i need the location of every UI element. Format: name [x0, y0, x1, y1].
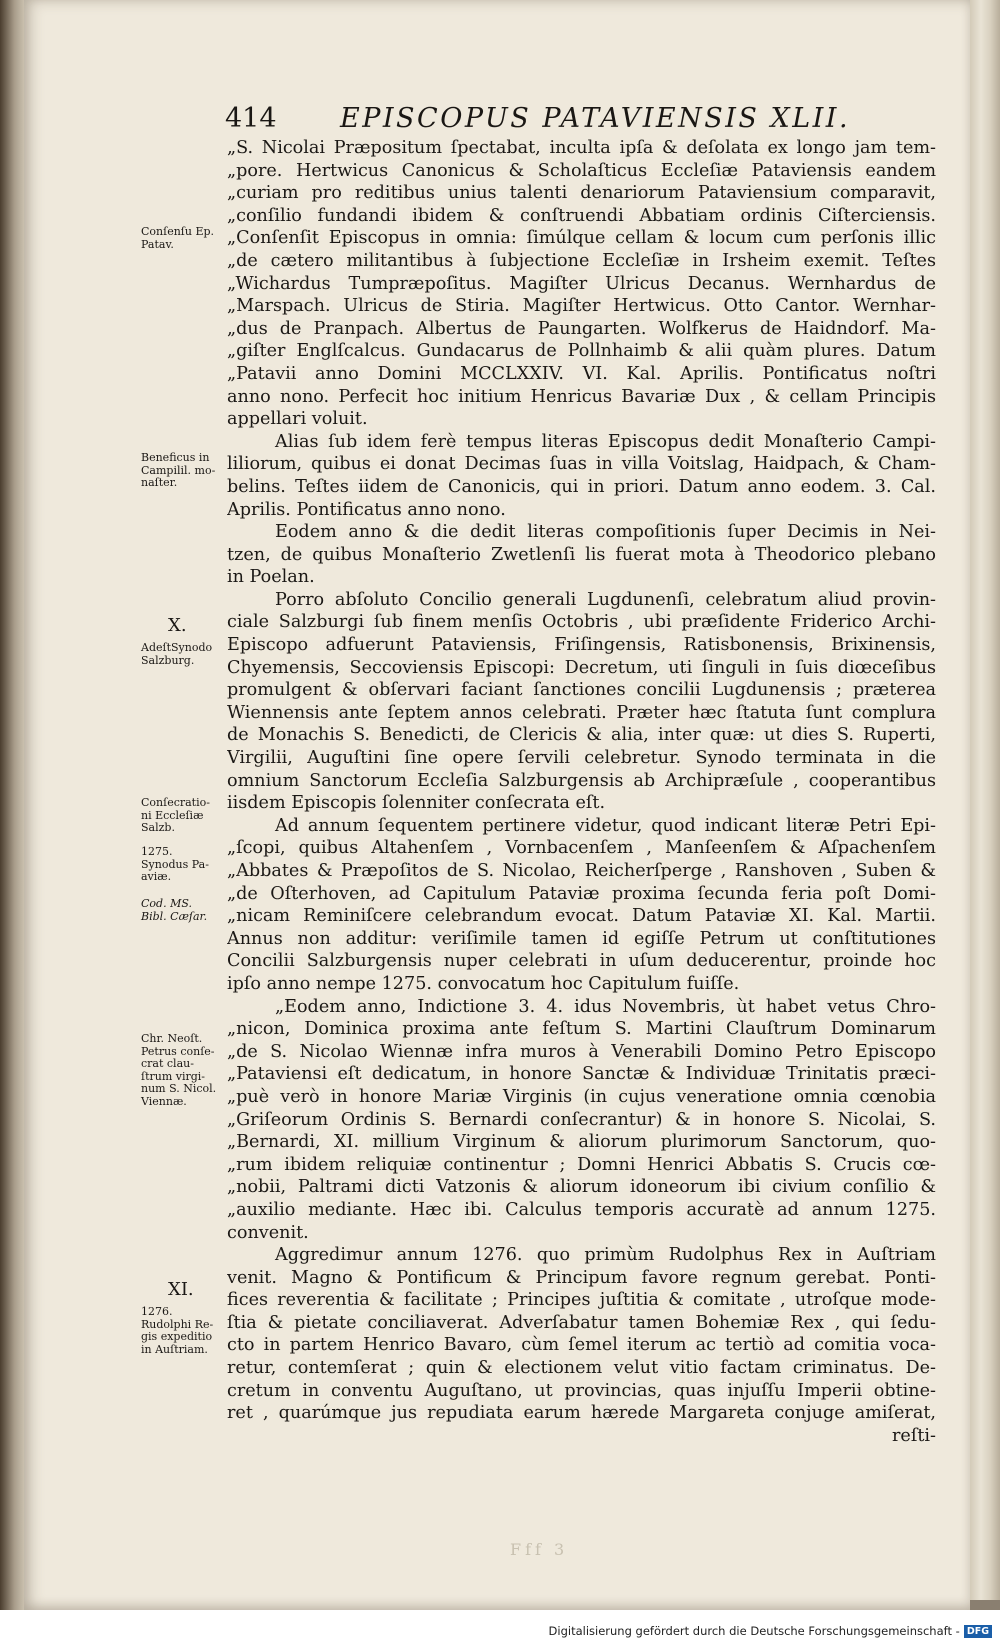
text-line: „de S. Nicolao Wiennæ infra muros à Venerabili Domino Petro Episcopo — [227, 1041, 936, 1062]
text-line: promulgent & obſervari faciant ſanctiones concilii Lugdunensis ; præterea — [227, 680, 936, 701]
text-line: „Conſenſit Episcopus in omnia: ſimúlque cellam & locum cum perſonis illic — [227, 228, 936, 249]
page-header — [225, 103, 925, 133]
text-line: Aprilis. Pontificatus anno nono. — [227, 499, 506, 520]
text-line: „nicam Reminiſcere celebrandum evocat. Datum Pataviæ XI. Kal. Martii. — [227, 906, 936, 927]
text-line: omnium Sanctorum Eccleſia Salzburgensis ab Archipræſule , cooperantibus — [227, 770, 936, 791]
text-line: ſtia & pietate conciliaverat. Adverſabatur tamen Bohemiæ Rex , qui ſedu- — [227, 1312, 936, 1333]
text-line: Episcopo adfuerunt Pataviensis, Friſingensis, Ratisbonensis, Brixinensis, — [227, 635, 936, 656]
text-line: Aggredimur annum 1276. quo primùm Rudolphus Rex in Auſtriam — [275, 1245, 936, 1266]
text-line: Concilii Salzburgensis nuper celebrati in uſum deducerentur, proinde hoc — [227, 951, 936, 972]
page-number: 414 — [225, 103, 277, 134]
text-line: „nobii, Paltrami dicti Vatzonis & aliorum idoneorum ibi civium conſilio & — [227, 1177, 936, 1198]
margin-note: 1276. Rudolphi Re- gis expeditio in Auſtriam. — [141, 1305, 214, 1356]
text-line: de Monachis S. Benedicti, de Clericis & alia, inter quæ: ut dies S. Ruperti, — [227, 725, 936, 746]
text-line: „puè verò in honore Mariæ Virginis (in cujus veneratione omnia cœnobia — [227, 1086, 936, 1107]
text-line: „auxilio mediante. Hæc ibi. Calculus temporis accuratè ad annum 1275. — [227, 1199, 936, 1220]
text-line: venit. Magno & Pontificum & Principum favore regnum gerebat. Ponti- — [227, 1267, 936, 1288]
margin-note: Conſecratio- ni Eccleſiæ Salzb. — [141, 796, 210, 834]
text-line: „Pataviensi eſt dedicatum, in honore Sanctæ & Individuæ Trinitatis præci- — [227, 1064, 936, 1085]
footer-text: Digitalisierung gefördert durch die Deutsche Forschungsgemeinschaft - — [548, 1624, 960, 1638]
footer-credit — [549, 1624, 992, 1638]
text-line: cto in partem Henrico Bavaro, cùm ſemel iterum ac tertiò ad comitia voca- — [227, 1335, 936, 1356]
text-line: Porro abſoluto Concilio generali Lugdunenſi, celebratum aliud provin- — [275, 589, 936, 610]
margin-note: Chr. Neoſt. Petrus conſe- crat clau- ſtrum virgi- num S. Nicol. Viennæ. — [141, 1032, 217, 1108]
margin-note: Conſenſu Ep. Patav. — [141, 225, 215, 251]
text-line: Alias ſub idem ferè tempus literas Episcopus dedit Monaſterio Campi- — [275, 431, 936, 452]
text-line: belins. Teſtes iidem de Canonicis, qui in priori. Datum anno eodem. 3. Cal. — [227, 476, 936, 497]
section-number: X. — [168, 615, 187, 636]
text-line: „Patavii anno Domini MCCLXXIV. VI. Kal. Aprilis. Pontificatus noſtri — [227, 363, 936, 384]
text-line: appellari voluit. — [227, 409, 368, 430]
text-line: „Marspach. Ulricus de Stiria. Magiſter Hertwicus. Otto Cantor. Wernhar- — [227, 296, 936, 317]
margin-note: Beneficus in Campilil. mo- naſter. — [141, 451, 216, 489]
text-line: retur, contemſerat ; quin & electionem velut vitio factam criminatus. De- — [227, 1358, 936, 1379]
footer-bar — [0, 1610, 1000, 1647]
text-line: „dus de Pranpach. Albertus de Paungarten. Wolfkerus de Haidndorf. Ma- — [227, 318, 936, 339]
text-line: Eodem anno & die dedit literas compoſitionis ſuper Decimis in Nei- — [275, 522, 936, 543]
text-line: liliorum, quibus ei donat Decimas ſuas in villa Voitslag, Haidpach, & Cham- — [227, 454, 936, 475]
text-line: Virgilii, Auguſtini ſine opere ſervili celebretur. Synodo terminata in die — [227, 748, 936, 769]
section-number: XI. — [168, 1279, 194, 1300]
text-line: Wiennensis ante ſeptem annos celebrati. Præter hæc ſtatuta ſunt complura — [227, 702, 936, 723]
text-line: „giſter Englſcalcus. Gundacarus de Pollnhaimb & alii quàm plures. Datum — [227, 341, 936, 362]
book-edge-left — [0, 0, 24, 1647]
text-line: „ſcopi, quibus Altahenſem , Vornbacenſem , Manſeenſem & Aſpachenſem — [227, 838, 936, 859]
text-line: Chyemensis, Seccoviensis Episcopi: Decretum, uti ſinguli in ſuis diœceſibus — [227, 657, 936, 678]
text-line: iisdem Episcopis ſolenniter conſecrata eſt. — [227, 793, 606, 814]
text-line: „Wichardus Tumpræpoſitus. Magiſter Ulricus Decanus. Wernhardus de — [227, 273, 936, 294]
text-line: tzen, de quibus Monaſterio Zwetlenſi lis fuerat mota à Theodorico plebano — [227, 544, 936, 565]
body-text — [227, 137, 936, 1447]
text-line: „de Oſterhoven, ad Capitulum Pataviæ proxima ſecunda feria poſt Domi- — [227, 883, 936, 904]
text-line: reſti- — [892, 1425, 936, 1446]
margin-note: AdeſtSynodo Salzburg. — [141, 641, 213, 667]
text-line: „Abbates & Præpoſitos de S. Nicolao, Reicherſperge , Ranshoven , Suben & — [227, 861, 936, 881]
text-line: „rum ibidem reliquiæ continentur ; Domni Henrici Abbatis S. Crucis cœ- — [227, 1154, 936, 1175]
text-line: „S. Nicolai Præpositum ſpectabat, inculta ipſa & deſolata ex longo jam tem- — [227, 138, 936, 158]
dfg-logo-icon: DFG — [964, 1625, 992, 1638]
text-line: ciale Salzburgi ſub finem menſis Octobris , ubi præſidente Friderico Archi- — [227, 612, 936, 633]
text-line: fices reverentia & facilitate ; Principes juſtitia & comitate , utroſque mode- — [227, 1290, 936, 1311]
text-line: cretum in conventu Auguſtano, ut provincias, quas injuſſu Imperii obtine- — [227, 1380, 936, 1401]
text-line: in Poelan. — [227, 567, 315, 588]
text-line: „Griſeorum Ordinis S. Bernardi conſecrantur) & in honore S. Nicolai, S. — [227, 1109, 936, 1130]
book-edge-right — [968, 0, 1000, 1600]
margin-note: 1275. Synodus Pa- aviæ. — [141, 845, 209, 883]
text-line: „Bernardi, XI. millium Virginum & aliorum plurimorum Sanctorum, quo- — [227, 1132, 936, 1153]
text-line: „conſilio fundandi ibidem & conſtruendi Abbatiam ordinis Ciſterciensis. — [227, 205, 936, 226]
text-line: „de cætero militantibus à ſubjectione Eccleſiæ in Irsheim exemit. Teſtes — [227, 250, 936, 271]
text-line: „nicon, Dominica proxima ante feſtum S. Martini Clauſtrum Dominarum — [227, 1019, 936, 1040]
text-line: ipſo anno nempe 1275. convocatum hoc Capitulum fuiſſe. — [227, 973, 740, 994]
text-line: Annus non additur: veriſimile tamen id egiſſe Petrum ut conſtitutiones — [227, 928, 936, 949]
text-line: Ad annum ſequentem pertinere videtur, quod indicant literæ Petri Epi- — [275, 815, 936, 836]
text-line: ret , quarúmque jus repudiata earum hærede Margareta conjuge amiſerat, — [227, 1403, 936, 1424]
margin-note: Cod. MS. Bibl. Cæſar. — [141, 897, 208, 923]
text-line: convenit. — [227, 1222, 309, 1243]
running-head: EPISCOPUS PATAVIENSIS XLII. — [340, 103, 851, 134]
signature-mark: Fff 3 — [510, 1540, 569, 1559]
text-line: „curiam pro reditibus unius talenti denariorum Pataviensium comparavit, — [227, 183, 936, 204]
text-line: „pore. Hertwicus Canonicus & Scholaſticus Eccleſiæ Pataviensis eandem — [227, 160, 936, 181]
text-line: anno nono. Perfecit hoc initium Henricus Bavariæ Dux , & cellam Principis — [227, 386, 936, 407]
text-line: „Eodem anno, Indictione 3. 4. idus Novembris, ùt habet vetus Chro- — [275, 996, 936, 1017]
